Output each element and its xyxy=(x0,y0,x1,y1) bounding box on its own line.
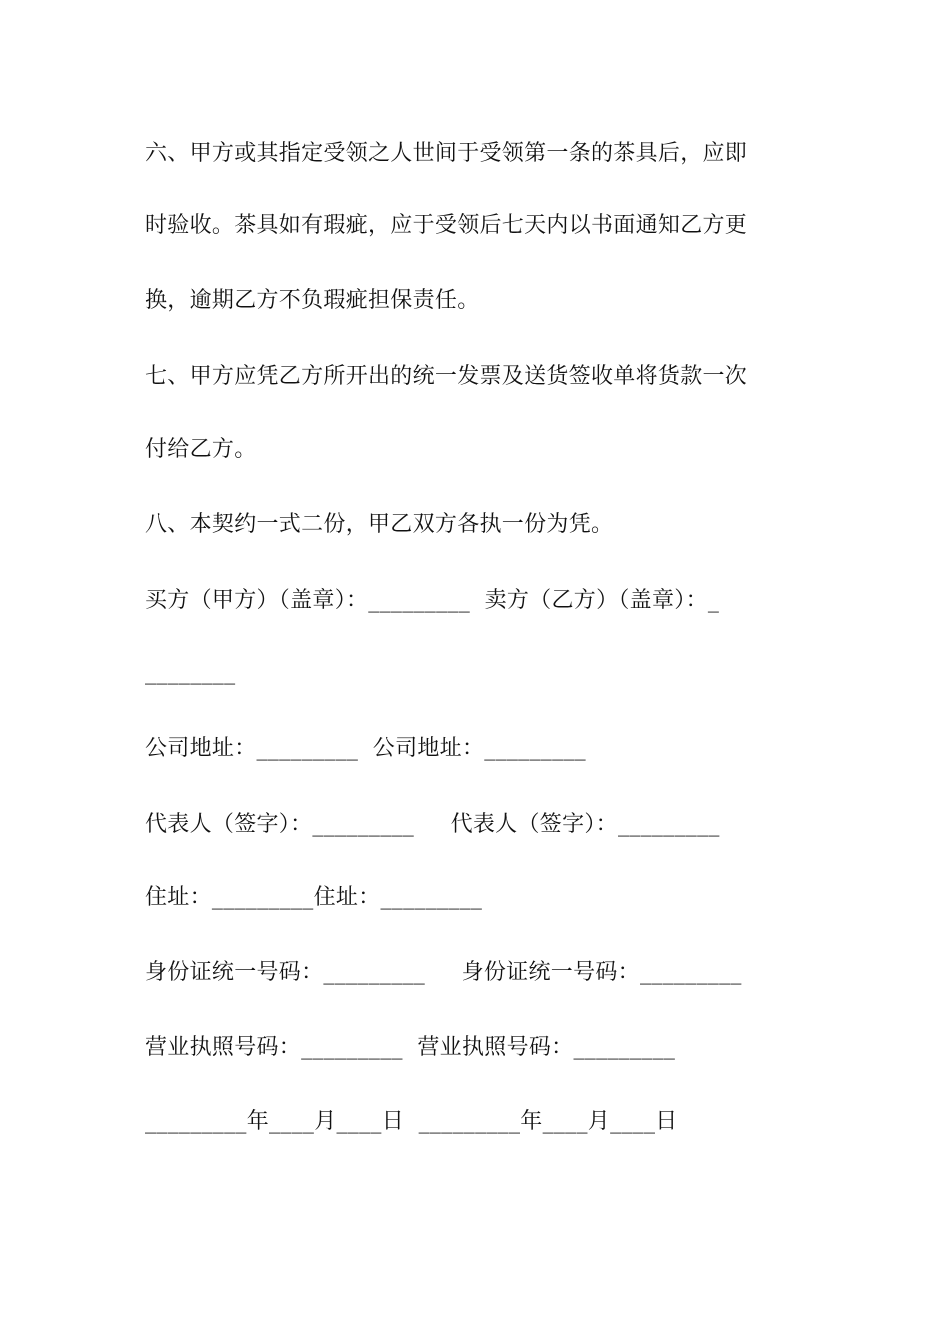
residence-line: 住址：_________住址：_________ xyxy=(145,885,483,910)
id-number-line: 身份证统一号码：_________ 身份证统一号码：_________ xyxy=(145,960,742,985)
date-line: _________年____月____日 _________年____月____日 xyxy=(145,1109,678,1134)
company-address-line: 公司地址：_________ 公司地址：_________ xyxy=(145,736,586,761)
signature-line-2: ________ xyxy=(145,660,236,685)
clause-6-line-3: 换，逾期乙方不负瑕疵担保责任。 xyxy=(145,288,480,313)
clause-7-line-2: 付给乙方。 xyxy=(145,437,257,462)
signature-line-1: 买方（甲方）（盖章）：_________ 卖方（乙方）（盖章）：_ xyxy=(145,588,720,613)
clause-6-line-2: 时验收。茶具如有瑕疵，应于受领后七天内以书面通知乙方更 xyxy=(145,213,748,238)
clause-6-line-1: 六、甲方或其指定受领之人世间于受领第一条的茶具后，应即 xyxy=(145,141,748,166)
clause-7-line-1: 七、甲方应凭乙方所开出的统一发票及送货签收单将货款一次 xyxy=(145,364,748,389)
representative-line: 代表人（签字）：_________ 代表人（签字）：_________ xyxy=(145,812,720,837)
business-license-line: 营业执照号码：_________ 营业执照号码：_________ xyxy=(145,1035,676,1060)
clause-8-line-1: 八、本契约一式二份，甲乙双方各执一份为凭。 xyxy=(145,512,614,537)
